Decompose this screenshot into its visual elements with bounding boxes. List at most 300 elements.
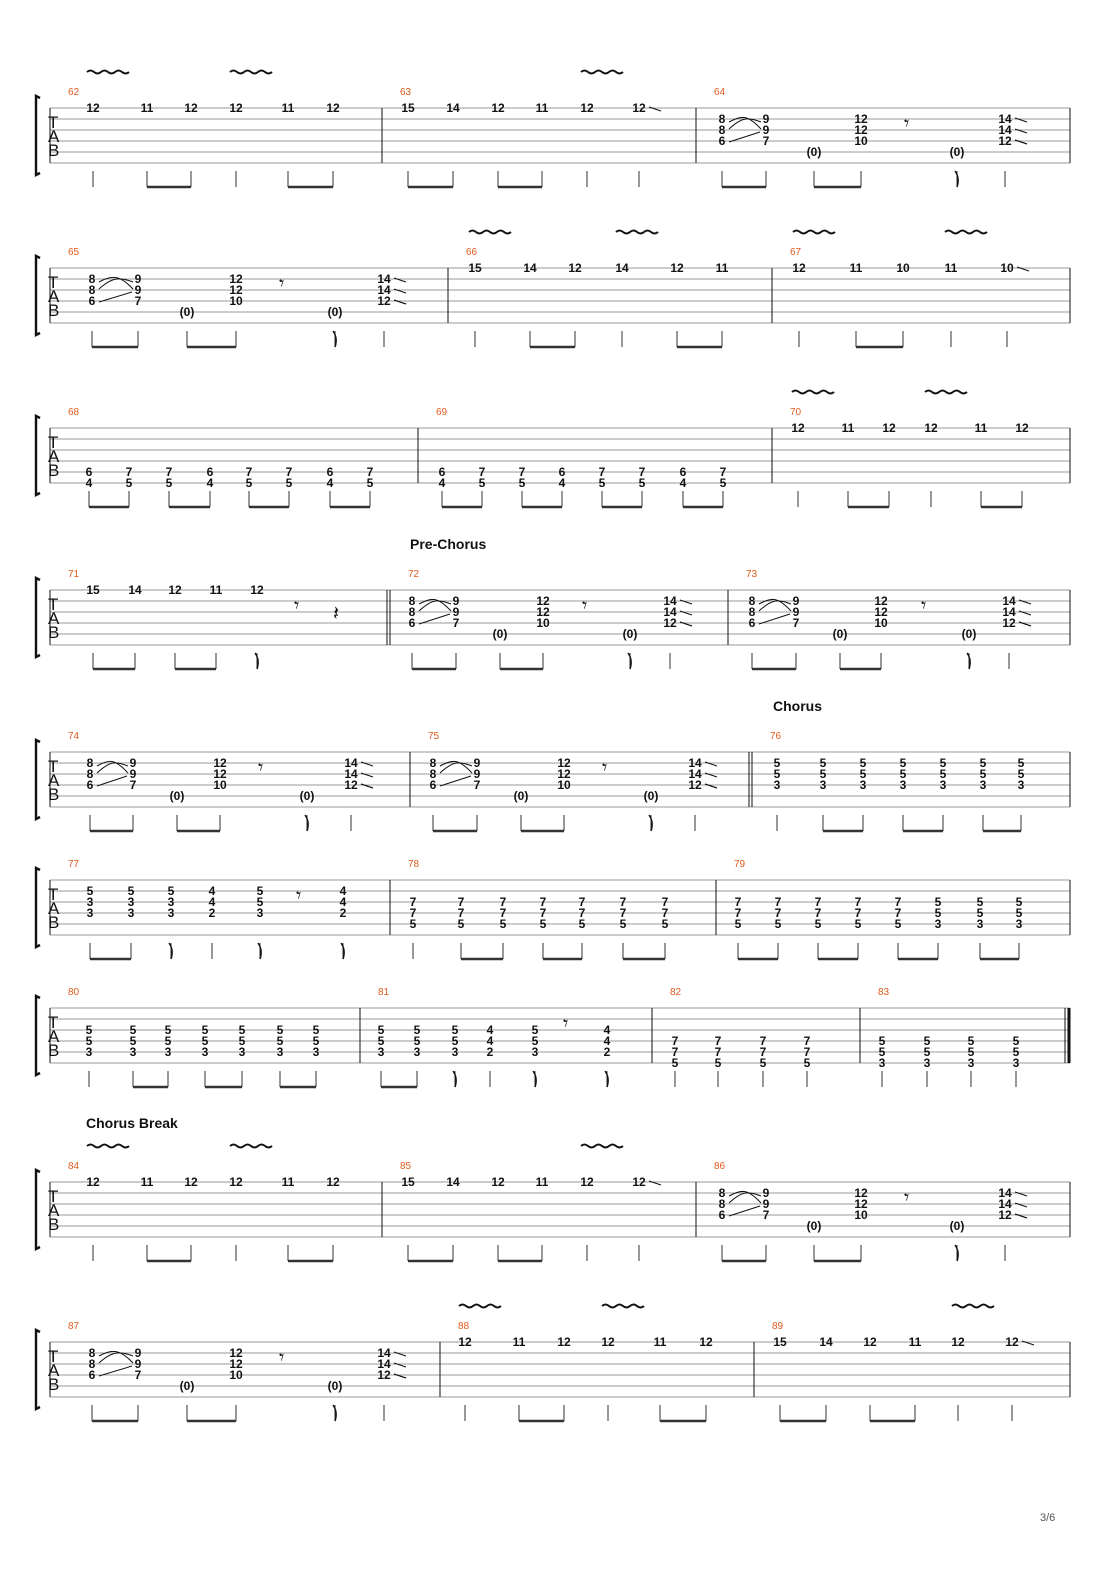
fret-number: 12 xyxy=(632,1175,646,1189)
vibrato-mark xyxy=(616,231,658,234)
fret-number: 2 xyxy=(339,906,347,920)
fret-number: 14 xyxy=(446,101,460,115)
fret-number: 11 xyxy=(974,421,988,435)
fret-number: 12 xyxy=(1002,616,1016,630)
fret-number: 7 xyxy=(539,895,547,909)
fret-number: 7 xyxy=(499,895,507,909)
fret-number: 3 xyxy=(1017,778,1025,792)
fret-number: 5 xyxy=(598,476,606,490)
fret-number: 5 xyxy=(979,756,987,770)
fret-number: 3 xyxy=(164,1045,172,1059)
fret-number: 5 xyxy=(366,476,374,490)
measure xyxy=(714,87,1070,187)
eighth-rest: 𝄾 xyxy=(563,1011,569,1035)
fret-number: 14 xyxy=(688,767,702,781)
fret-number: 12 xyxy=(213,756,227,770)
fret-number: 4 xyxy=(486,1023,494,1037)
fret-number: 5 xyxy=(1012,1045,1020,1059)
fret-number: 5 xyxy=(276,1034,284,1048)
measure-number: 78 xyxy=(408,859,420,870)
fret-number: 3 xyxy=(939,778,947,792)
fret-number: 14 xyxy=(446,1175,460,1189)
fret-number: 7 xyxy=(661,906,669,920)
fret-number: 9 xyxy=(792,605,800,619)
fret-number: 4 xyxy=(85,476,93,490)
fret-number: (0) xyxy=(643,789,659,803)
fret-number: 12 xyxy=(854,1186,868,1200)
fret-number: 5 xyxy=(164,1034,172,1048)
fret-number: 12 xyxy=(580,1175,594,1189)
measure xyxy=(746,569,1070,669)
fret-number: 14 xyxy=(819,1335,833,1349)
fret-number: 14 xyxy=(663,605,677,619)
fret-number: 6 xyxy=(88,294,96,308)
fret-number: 5 xyxy=(854,917,862,931)
fret-number: 5 xyxy=(923,1034,931,1048)
fret-number: (0) xyxy=(513,789,529,803)
fret-number: 8 xyxy=(88,283,96,297)
fret-number: 14 xyxy=(377,272,391,286)
fret-number: 5 xyxy=(451,1034,459,1048)
fret-number: 14 xyxy=(377,283,391,297)
fret-number: 6 xyxy=(748,616,756,630)
system-bracket xyxy=(36,1170,40,1249)
fret-number: 3 xyxy=(127,906,135,920)
fret-number: 8 xyxy=(748,605,756,619)
measure xyxy=(770,731,1070,831)
fret-number: 7 xyxy=(894,895,902,909)
fret-number: 8 xyxy=(718,123,726,137)
fret-number: 5 xyxy=(638,476,646,490)
fret-number: 5 xyxy=(859,767,867,781)
fret-number: 8 xyxy=(408,594,416,608)
fret-number: 5 xyxy=(478,476,486,490)
fret-number: 7 xyxy=(734,895,742,909)
fret-number: 5 xyxy=(878,1034,886,1048)
section-label: Chorus xyxy=(773,698,822,714)
staff-system xyxy=(36,1115,1070,1261)
fret-number: 5 xyxy=(245,476,253,490)
fret-number: (0) xyxy=(806,1219,822,1233)
fret-number: 5 xyxy=(661,917,669,931)
tab-clef-letter: B xyxy=(48,1041,60,1060)
measure-number: 67 xyxy=(790,247,802,258)
fret-number: 3 xyxy=(167,895,175,909)
measure-number: 81 xyxy=(378,987,390,998)
measure-number: 66 xyxy=(466,247,478,258)
eighth-rest: 𝄾 xyxy=(294,593,300,617)
fret-number: 10 xyxy=(854,1208,868,1222)
fret-number: 11 xyxy=(140,101,154,115)
fret-number: 7 xyxy=(125,465,133,479)
fret-number: 10 xyxy=(213,778,227,792)
tab-clef-letter: T xyxy=(48,757,59,776)
fret-number: 12 xyxy=(213,767,227,781)
measure-number: 82 xyxy=(670,987,682,998)
fret-number: 6 xyxy=(88,1368,96,1382)
fret-number: 9 xyxy=(762,1186,770,1200)
fret-number: 5 xyxy=(939,767,947,781)
fret-number: 12 xyxy=(854,1197,868,1211)
fret-number: 7 xyxy=(803,1034,811,1048)
fret-number: 7 xyxy=(814,895,822,909)
fret-number: 8 xyxy=(718,1186,726,1200)
tab-clef-letter: A xyxy=(48,1361,60,1380)
page-number: 3/6 xyxy=(1040,1512,1056,1524)
fret-number: 5 xyxy=(531,1023,539,1037)
fret-number: 6 xyxy=(558,465,566,479)
fret-number: 12 xyxy=(491,101,505,115)
fret-number: (0) xyxy=(949,1219,965,1233)
fret-number: (0) xyxy=(492,627,508,641)
fret-number: (0) xyxy=(832,627,848,641)
fret-number: 7 xyxy=(165,465,173,479)
fret-number: 12 xyxy=(951,1335,965,1349)
system-bracket xyxy=(36,1330,40,1409)
fret-number: 12 xyxy=(924,421,938,435)
fret-number: 5 xyxy=(773,756,781,770)
fret-number: 3 xyxy=(86,895,94,909)
eighth-rest: 𝄾 xyxy=(296,883,302,907)
fret-number: 5 xyxy=(1017,767,1025,781)
vibrato-mark xyxy=(87,71,129,74)
fret-number: 5 xyxy=(803,1056,811,1070)
fret-number: 12 xyxy=(998,134,1012,148)
system-bracket xyxy=(36,256,40,335)
fret-number: 11 xyxy=(715,261,729,275)
fret-number: 4 xyxy=(438,476,446,490)
measure xyxy=(408,859,716,959)
fret-number: 15 xyxy=(773,1335,787,1349)
measure-number: 77 xyxy=(68,859,80,870)
fret-number: 12 xyxy=(229,1175,243,1189)
fret-number: 5 xyxy=(719,476,727,490)
eighth-rest: 𝄾 xyxy=(258,755,264,779)
fret-number: 4 xyxy=(208,884,216,898)
fret-number: 7 xyxy=(734,906,742,920)
measure-number: 71 xyxy=(68,569,80,580)
fret-number: 12 xyxy=(377,294,391,308)
measure-number: 72 xyxy=(408,569,420,580)
fret-number: (0) xyxy=(961,627,977,641)
fret-number: 9 xyxy=(452,605,460,619)
fret-number: 9 xyxy=(134,1346,142,1360)
fret-number: 11 xyxy=(944,261,958,275)
fret-number: 9 xyxy=(473,756,481,770)
fret-number: 7 xyxy=(854,906,862,920)
fret-number: 12 xyxy=(568,261,582,275)
fret-number: 10 xyxy=(854,134,868,148)
fret-number: 3 xyxy=(923,1056,931,1070)
tab-clef-letter: B xyxy=(48,913,60,932)
fret-number: 7 xyxy=(285,465,293,479)
fret-number: 4 xyxy=(603,1034,611,1048)
measure-number: 84 xyxy=(68,1161,80,1172)
fret-number: 12 xyxy=(688,778,702,792)
fret-number: 5 xyxy=(774,917,782,931)
tab-clef-letter: T xyxy=(48,595,59,614)
measure-number: 89 xyxy=(772,1321,784,1332)
fret-number: 8 xyxy=(86,756,94,770)
fret-number: 7 xyxy=(245,465,253,479)
measure-number: 80 xyxy=(68,987,80,998)
fret-number: 5 xyxy=(127,884,135,898)
system-bracket xyxy=(36,740,40,819)
measure-number: 64 xyxy=(714,87,726,98)
fret-number: 12 xyxy=(601,1335,615,1349)
fret-number: 5 xyxy=(85,1034,93,1048)
measure-number: 79 xyxy=(734,859,746,870)
tab-clef-letter: T xyxy=(48,433,59,452)
fret-number: 12 xyxy=(184,101,198,115)
fret-number: 5 xyxy=(201,1034,209,1048)
tab-clef-letter: T xyxy=(48,1347,59,1366)
fret-number: 11 xyxy=(849,261,863,275)
fret-number: 12 xyxy=(863,1335,877,1349)
fret-number: 12 xyxy=(998,1208,1012,1222)
system-bracket xyxy=(36,578,40,657)
fret-number: 2 xyxy=(208,906,216,920)
fret-number: 10 xyxy=(874,616,888,630)
tab-clef-letter: T xyxy=(48,1187,59,1206)
fret-number: 11 xyxy=(535,1175,549,1189)
fret-number: 10 xyxy=(557,778,571,792)
fret-number: 7 xyxy=(539,906,547,920)
fret-number: 6 xyxy=(679,465,687,479)
fret-number: 7 xyxy=(619,895,627,909)
fret-number: 3 xyxy=(976,917,984,931)
fret-number: 5 xyxy=(256,895,264,909)
fret-number: 5 xyxy=(413,1034,421,1048)
fret-number: 7 xyxy=(478,465,486,479)
fret-number: 12 xyxy=(250,583,264,597)
fret-number: 3 xyxy=(878,1056,886,1070)
fret-number: 7 xyxy=(499,906,507,920)
measure-number: 70 xyxy=(790,407,802,418)
fret-number: 12 xyxy=(536,605,550,619)
staff-system xyxy=(36,987,1070,1087)
fret-number: 5 xyxy=(934,906,942,920)
fret-number: 12 xyxy=(344,778,358,792)
fret-number: 3 xyxy=(256,906,264,920)
fret-number: 8 xyxy=(88,1346,96,1360)
eighth-rest: 𝄾 xyxy=(602,755,608,779)
fret-number: 5 xyxy=(1012,1034,1020,1048)
staff-system xyxy=(36,1305,1070,1422)
vibrato-mark xyxy=(945,231,987,234)
fret-number: 14 xyxy=(688,756,702,770)
fret-number: 3 xyxy=(934,917,942,931)
fret-number: 5 xyxy=(878,1045,886,1059)
fret-number: 5 xyxy=(201,1023,209,1037)
measure-number: 74 xyxy=(68,731,80,742)
fret-number: 8 xyxy=(718,1197,726,1211)
fret-number: 12 xyxy=(791,421,805,435)
fret-number: (0) xyxy=(179,1379,195,1393)
fret-number: 9 xyxy=(762,123,770,137)
staff-system xyxy=(36,391,1070,508)
fret-number: 14 xyxy=(663,594,677,608)
fret-number: 9 xyxy=(134,283,142,297)
fret-number: 12 xyxy=(580,101,594,115)
measure xyxy=(68,1145,382,1262)
staff-system xyxy=(36,536,1070,669)
fret-number: 9 xyxy=(792,594,800,608)
fret-number: 8 xyxy=(86,767,94,781)
fret-number: 11 xyxy=(281,1175,295,1189)
tab-clef-letter: A xyxy=(48,127,60,146)
fret-number: 6 xyxy=(86,778,94,792)
vibrato-mark xyxy=(952,1305,994,1308)
measure xyxy=(734,859,1070,959)
fret-number: 9 xyxy=(762,1197,770,1211)
vibrato-mark xyxy=(230,1145,272,1148)
fret-number: 5 xyxy=(976,906,984,920)
fret-number: 12 xyxy=(557,1335,571,1349)
fret-number: 7 xyxy=(803,1045,811,1059)
fret-number: 7 xyxy=(518,465,526,479)
fret-number: 12 xyxy=(229,1357,243,1371)
eighth-rest: 𝄾 xyxy=(582,593,588,617)
fret-number: 5 xyxy=(518,476,526,490)
fret-number: 7 xyxy=(619,906,627,920)
fret-number: 7 xyxy=(714,1045,722,1059)
fret-number: 7 xyxy=(452,616,460,630)
fret-number: 8 xyxy=(748,594,756,608)
fret-number: 7 xyxy=(774,895,782,909)
fret-number: (0) xyxy=(622,627,638,641)
vibrato-mark xyxy=(581,71,623,74)
fret-number: 10 xyxy=(1000,261,1014,275)
fret-number: 14 xyxy=(128,583,142,597)
measure xyxy=(68,407,418,507)
measure xyxy=(68,1321,440,1421)
fret-number: 14 xyxy=(1002,594,1016,608)
measure-number: 65 xyxy=(68,247,80,258)
fret-number: 8 xyxy=(429,767,437,781)
fret-number: 14 xyxy=(998,123,1012,137)
fret-number: 3 xyxy=(773,778,781,792)
fret-number: 5 xyxy=(1015,906,1023,920)
fret-number: 7 xyxy=(759,1045,767,1059)
fret-number: 14 xyxy=(377,1346,391,1360)
vibrato-mark xyxy=(581,1145,623,1148)
measure-number: 83 xyxy=(878,987,890,998)
fret-number: 14 xyxy=(344,756,358,770)
fret-number: 5 xyxy=(312,1023,320,1037)
fret-number: 12 xyxy=(792,261,806,275)
fret-number: 7 xyxy=(409,906,417,920)
fret-number: 15 xyxy=(86,583,100,597)
fret-number: 3 xyxy=(531,1045,539,1059)
fret-number: 12 xyxy=(229,272,243,286)
fret-number: 11 xyxy=(209,583,223,597)
fret-number: 7 xyxy=(762,134,770,148)
fret-number: 5 xyxy=(819,756,827,770)
fret-number: 7 xyxy=(719,465,727,479)
fret-number: (0) xyxy=(949,145,965,159)
fret-number: 5 xyxy=(409,917,417,931)
fret-number: 12 xyxy=(874,594,888,608)
measure xyxy=(68,247,448,347)
fret-number: 5 xyxy=(377,1023,385,1037)
vibrato-mark xyxy=(602,1305,644,1308)
fret-number: 5 xyxy=(619,917,627,931)
fret-number: 12 xyxy=(86,101,100,115)
fret-number: 15 xyxy=(468,261,482,275)
fret-number: 3 xyxy=(127,895,135,909)
fret-number: 7 xyxy=(759,1034,767,1048)
fret-number: 14 xyxy=(1002,605,1016,619)
fret-number: 12 xyxy=(882,421,896,435)
measure-number: 73 xyxy=(746,569,758,580)
fret-number: 7 xyxy=(457,906,465,920)
fret-number: 12 xyxy=(86,1175,100,1189)
fret-number: 2 xyxy=(486,1045,494,1059)
fret-number: 12 xyxy=(326,101,340,115)
fret-number: 5 xyxy=(934,895,942,909)
fret-number: 15 xyxy=(401,101,415,115)
measure-number: 68 xyxy=(68,407,80,418)
fret-number: 12 xyxy=(184,1175,198,1189)
eighth-rest: 𝄾 xyxy=(904,111,910,135)
fret-number: 5 xyxy=(285,476,293,490)
fret-number: 5 xyxy=(238,1023,246,1037)
fret-number: 12 xyxy=(854,112,868,126)
measure xyxy=(714,1161,1070,1261)
fret-number: 7 xyxy=(473,778,481,792)
fret-number: 7 xyxy=(134,294,142,308)
fret-number: 3 xyxy=(859,778,867,792)
fret-number: 3 xyxy=(899,778,907,792)
measure xyxy=(790,231,1070,348)
vibrato-mark xyxy=(793,231,835,234)
vibrato-mark xyxy=(469,231,511,234)
fret-number: 5 xyxy=(167,884,175,898)
fret-number: 5 xyxy=(377,1034,385,1048)
fret-number: 5 xyxy=(939,756,947,770)
fret-number: 6 xyxy=(408,616,416,630)
tab-clef-letter: T xyxy=(48,885,59,904)
fret-number: 3 xyxy=(129,1045,137,1059)
section-label: Pre-Chorus xyxy=(410,536,487,552)
fret-number: 2 xyxy=(603,1045,611,1059)
fret-number: 5 xyxy=(899,767,907,781)
fret-number: 8 xyxy=(429,756,437,770)
measure-number: 63 xyxy=(400,87,412,98)
fret-number: 5 xyxy=(85,1023,93,1037)
tab-clef-letter: A xyxy=(48,771,60,790)
fret-number: 5 xyxy=(451,1023,459,1037)
fret-number: 5 xyxy=(967,1045,975,1059)
fret-number: 5 xyxy=(671,1056,679,1070)
fret-number: 12 xyxy=(229,1346,243,1360)
fret-number: 5 xyxy=(976,895,984,909)
fret-number: 5 xyxy=(759,1056,767,1070)
fret-number: 7 xyxy=(894,906,902,920)
fret-number: (0) xyxy=(169,789,185,803)
fret-number: 3 xyxy=(967,1056,975,1070)
fret-number: 12 xyxy=(1005,1335,1019,1349)
fret-number: 7 xyxy=(578,906,586,920)
fret-number: 5 xyxy=(923,1045,931,1059)
tab-clef-letter: A xyxy=(48,609,60,628)
fret-number: 9 xyxy=(762,112,770,126)
fret-number: 6 xyxy=(718,1208,726,1222)
fret-number: 6 xyxy=(326,465,334,479)
fret-number: 7 xyxy=(814,906,822,920)
measure xyxy=(878,987,1069,1087)
